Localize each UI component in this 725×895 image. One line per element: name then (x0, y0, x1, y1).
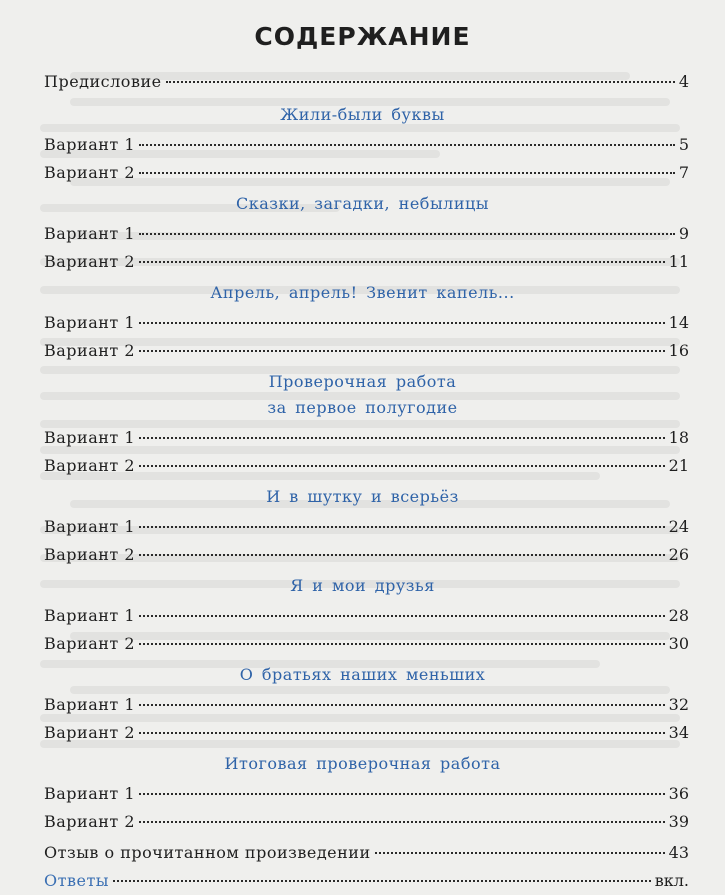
dot-leader (139, 172, 675, 174)
section-title: О братьях наших меньших (239, 664, 486, 684)
toc-entry-variant[interactable] (44, 313, 689, 335)
section-title: Проверочная работа (268, 371, 457, 391)
toc-entry-label: Вариант 1 (44, 427, 136, 447)
section-title: Я и мои друзья (290, 575, 435, 595)
dot-leader (139, 261, 665, 263)
toc-entry-page: 18 (668, 427, 689, 447)
toc-entry-answers[interactable] (44, 871, 689, 893)
toc-entry-variant[interactable] (44, 606, 689, 628)
toc-entry-variant[interactable] (44, 545, 689, 567)
section-title: Итоговая проверочная работа (224, 753, 501, 773)
section-title: за первое полугодие (267, 397, 458, 417)
dot-leader (139, 322, 665, 324)
toc-entry-label: Вариант 2 (44, 723, 136, 742)
section-title: Жили-были буквы (280, 104, 445, 124)
toc-entry-label: Ответы (44, 871, 110, 890)
toc-entry-label: Вариант 2 (44, 252, 136, 271)
dot-leader (139, 526, 665, 528)
toc-entry-label: Вариант 1 (44, 694, 136, 714)
toc-entry-variant[interactable] (44, 695, 689, 717)
toc-entry-label: Вариант 1 (44, 223, 136, 243)
toc-entry-page: 16 (668, 341, 689, 360)
toc-entry-page: 24 (668, 516, 689, 536)
toc-entry-variant[interactable] (44, 428, 689, 450)
dot-leader (139, 821, 665, 823)
section-title: Апрель, апрель! Звенит капель... (210, 282, 515, 302)
toc-entry-page: 11 (668, 252, 689, 271)
toc-entry-page: 21 (668, 456, 689, 475)
toc-entry-variant[interactable] (44, 634, 689, 656)
toc-entry-label: Вариант 2 (44, 341, 136, 360)
toc-entry-variant[interactable] (44, 341, 689, 363)
dot-leader (139, 704, 665, 706)
toc-entry-page: 39 (668, 812, 689, 831)
toc-entry-variant[interactable] (44, 252, 689, 274)
dot-leader (139, 793, 665, 795)
toc-entry-variant[interactable] (44, 517, 689, 539)
toc-entry-label: Вариант 1 (44, 134, 136, 154)
toc-entry-page: 30 (668, 634, 689, 653)
toc-entry-page: вкл. (654, 871, 689, 890)
toc-entry-page: 4 (678, 72, 689, 91)
toc-entry-page: 9 (678, 223, 689, 243)
page-title: СОДЕРЖАНИЕ (254, 22, 471, 51)
toc-entry-variant[interactable] (44, 224, 689, 246)
toc-entry-label: Вариант 2 (44, 163, 136, 182)
toc-entry-variant[interactable] (44, 784, 689, 806)
dot-leader (139, 233, 675, 235)
toc-entry-label: Предисловие (44, 72, 162, 91)
dot-leader (166, 81, 675, 83)
toc-entry-label: Вариант 2 (44, 456, 136, 475)
dot-leader (139, 615, 665, 617)
section-title: И в шутку и всерьёз (266, 486, 459, 506)
toc-entry-label: Вариант 1 (44, 783, 136, 803)
toc-entry-label: Вариант 1 (44, 312, 136, 332)
dot-leader (139, 554, 665, 556)
toc-entry-page: 34 (668, 723, 689, 742)
toc-entry-page: 14 (668, 312, 689, 332)
toc-entry-preface[interactable] (44, 72, 689, 94)
dot-leader (139, 465, 665, 467)
toc-entry-page: 7 (678, 163, 689, 182)
dot-leader (139, 144, 675, 146)
toc-entry-variant[interactable] (44, 163, 689, 185)
toc-entry-review[interactable] (44, 843, 689, 865)
toc-entry-page: 5 (678, 134, 689, 154)
dot-leader (375, 852, 665, 854)
toc-entry-label: Вариант 1 (44, 605, 136, 625)
toc-entry-page: 36 (668, 783, 689, 803)
toc-entry-label: Вариант 2 (44, 545, 136, 564)
toc-entry-variant[interactable] (44, 135, 689, 157)
toc-entry-label: Вариант 1 (44, 516, 136, 536)
toc-entry-variant[interactable] (44, 723, 689, 745)
toc-entry-label: Вариант 2 (44, 634, 136, 653)
toc-entry-label: Вариант 2 (44, 812, 136, 831)
toc-entry-variant[interactable] (44, 812, 689, 834)
toc-entry-page: 26 (668, 545, 689, 564)
dot-leader (139, 732, 665, 734)
toc-entry-variant[interactable] (44, 456, 689, 478)
dot-leader (139, 437, 665, 439)
dot-leader (113, 880, 651, 882)
dot-leader (139, 350, 665, 352)
section-title: Сказки, загадки, небылицы (235, 193, 490, 213)
toc-entry-page: 43 (668, 842, 689, 862)
toc-entry-page: 28 (668, 605, 689, 625)
toc-entry-page: 32 (668, 694, 689, 714)
dot-leader (139, 643, 665, 645)
toc-entry-label: Отзыв о прочитанном произведении (44, 842, 371, 862)
